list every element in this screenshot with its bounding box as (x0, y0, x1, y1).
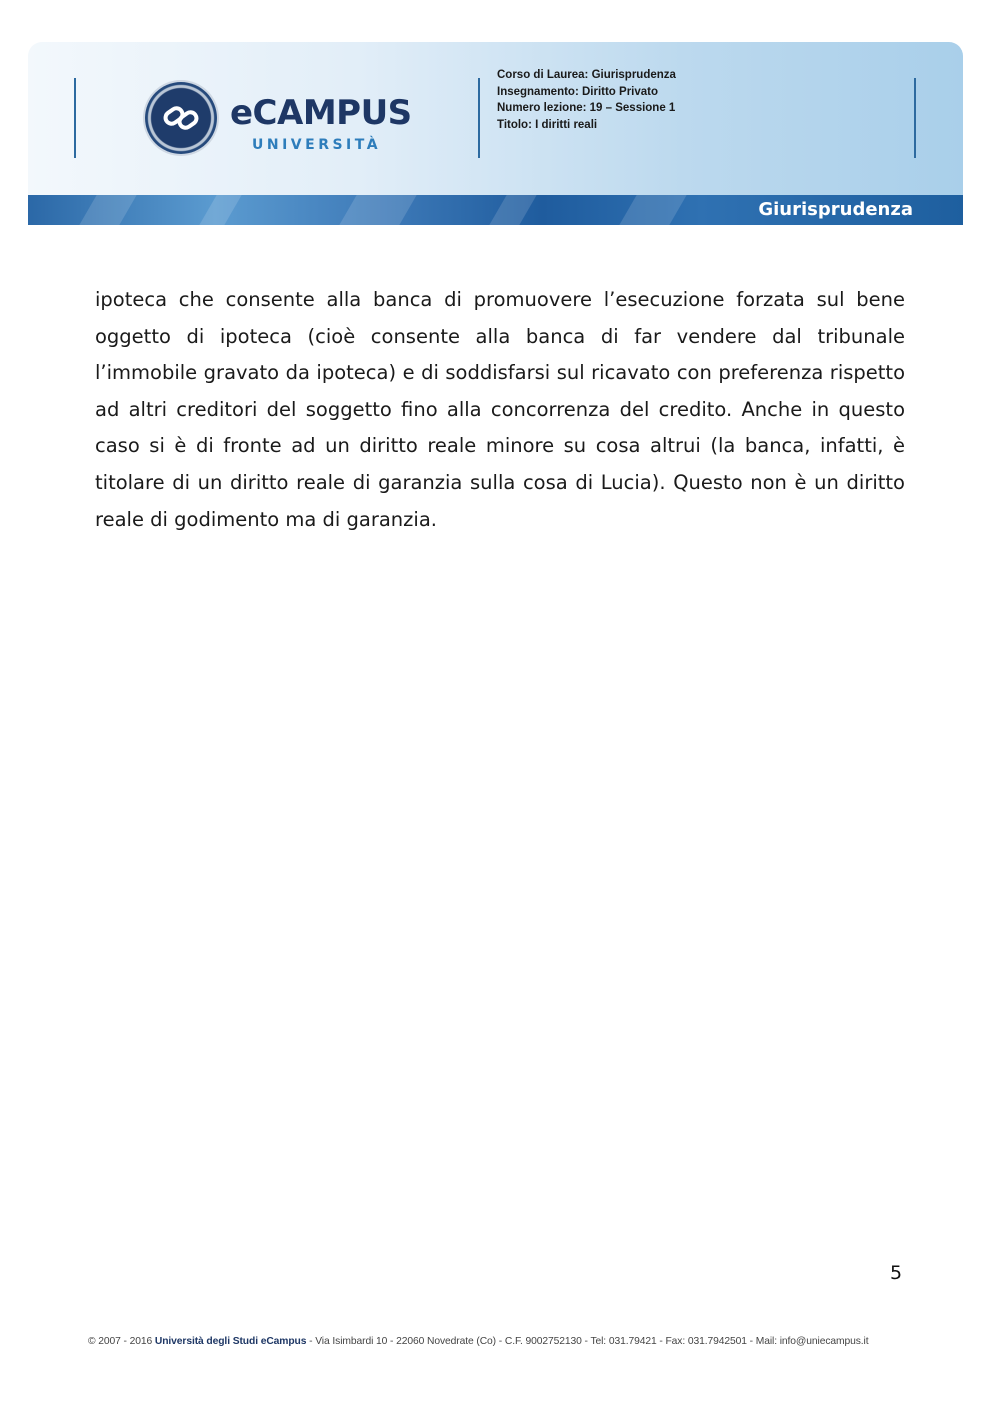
subject-label: Insegnamento: Diritto Privato (497, 85, 659, 98)
footer-prefix: © 2007 - 2016 (88, 1336, 155, 1347)
band-stripe (79, 195, 136, 225)
ecampus-logo-icon (145, 82, 217, 154)
faculty-label: Giurisprudenza (758, 199, 913, 220)
brand-name: eCAMPUS (230, 93, 412, 133)
lesson-label: Numero lezione: 19 – Sessione 1 (497, 102, 676, 115)
header-divider-left (74, 78, 76, 158)
footer-org: Università degli Studi eCampus (154, 1336, 307, 1347)
title-label: Titolo: I diritti reali (497, 119, 598, 132)
page-footer (88, 1336, 908, 1347)
body-paragraph: ipoteca che consente alla banca di promuovere l’esecuzione forzata sul bene oggetto di ipoteca (cioè consente alla banca di far vendere dal tribunale l’immobile gravato da ipoteca) e di soddisfarsi sul ricavato con preferenza rispetto ad altri creditori del soggetto fino alla concorrenza del credito. Anche in questo caso si è di fronte ad un diritto reale minore su cosa altrui (la banca, infatti, è titolare di un diritto reale di garanzia sulla cosa di Lucia). Questo non è un diritto reale di godimento ma di garanzia. (95, 288, 905, 531)
header-divider-right (914, 78, 916, 158)
band-stripe (489, 195, 536, 225)
page-number: 5 (890, 1262, 903, 1284)
header-band (28, 195, 963, 225)
header-divider-middle (478, 78, 480, 158)
band-stripe (339, 195, 416, 225)
band-stripe (619, 195, 686, 225)
band-stripe (199, 195, 241, 225)
brand-subtitle: UNIVERSITÀ (252, 137, 382, 153)
lesson-info (497, 67, 676, 134)
footer-details: - Via Isimbardi 10 - 22060 Novedrate (Co) - C.F. 9002752130 - Tel: 031.79421 - Fax: 031.7942501 - Mail: info@uniecampus.it (306, 1336, 869, 1347)
course-label: Corso di Laurea: Giurisprudenza (497, 69, 676, 81)
